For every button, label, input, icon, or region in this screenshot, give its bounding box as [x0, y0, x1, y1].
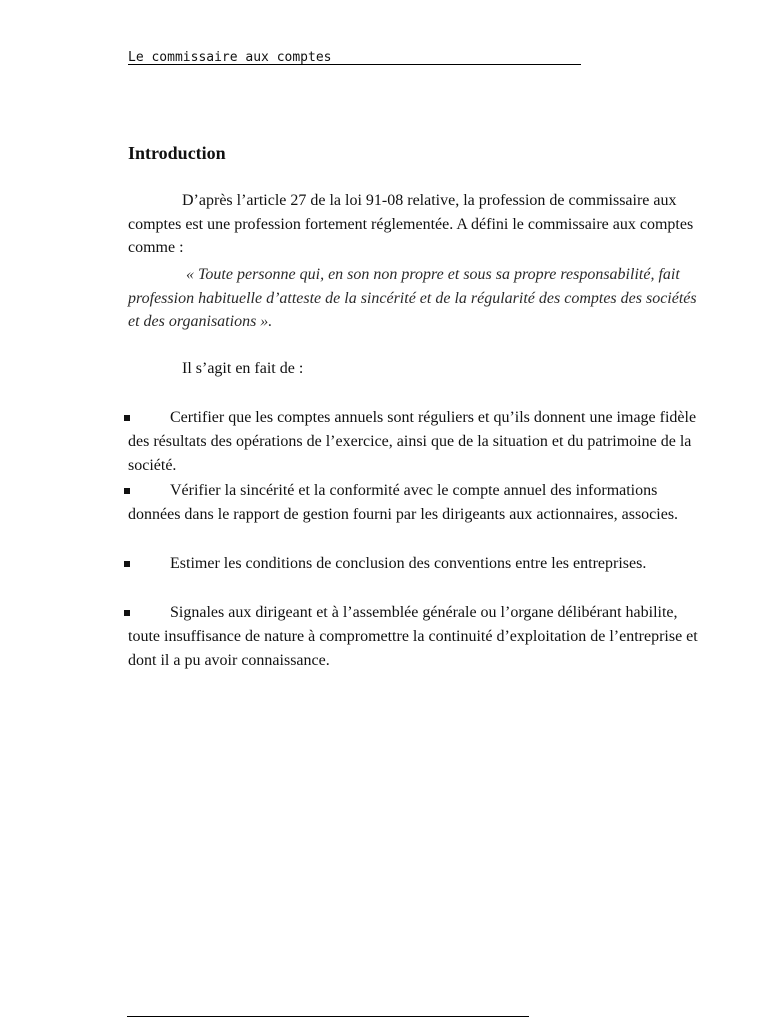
square-bullet-icon — [124, 415, 130, 421]
bullet-text: Estimer les conditions de conclusion des conventions entre les entreprises. — [170, 555, 647, 572]
bullet-text: Certifier que les comptes annuels sont réguliers et qu’ils donnent une image fidèle des résultats des opérations de l’exercice, ainsi que de la situation et du patrimoine de la société. — [128, 409, 697, 474]
intro-paragraph: D’après l’article 27 de la loi 91-08 relative, la profession de commissaire aux comptes est une profession fortement réglementée. A défini le commissaire aux comptes comme : — [128, 192, 694, 256]
section-title: Introduction — [128, 143, 226, 163]
bullet-text: Signales aux dirigeant et à l’assemblée générale ou l’organe délibérant habilite, toute insuffisance de nature à compromettre la continuité d’exploitation de l’entreprise et dont il a pu avoir connaissance. — [128, 604, 698, 669]
square-bullet-icon — [124, 488, 130, 494]
lead-in-text: Il s’agit en fait de : — [182, 360, 304, 377]
bullet-item — [128, 479, 710, 527]
square-bullet-icon — [124, 610, 130, 616]
bullet-item — [128, 406, 710, 478]
quote-paragraph: « Toute personne qui, en son non propre et sous sa propre responsabilité, fait profession habituelle d’atteste de la sincérité et de la régularité des comptes des sociétés et des organisations ». — [128, 266, 697, 330]
running-header — [128, 48, 581, 65]
bullet-text: Vérifier la sincérité et la conformité avec le compte annuel des informations données dans le rapport de gestion fourni par les dirigeants aux actionnaires, associes. — [128, 482, 679, 523]
bullet-item — [128, 552, 710, 576]
footer-rule — [127, 1016, 529, 1017]
square-bullet-icon — [124, 561, 130, 567]
running-header-title: Le commissaire aux comptes — [128, 50, 332, 65]
bullet-item — [128, 601, 710, 673]
